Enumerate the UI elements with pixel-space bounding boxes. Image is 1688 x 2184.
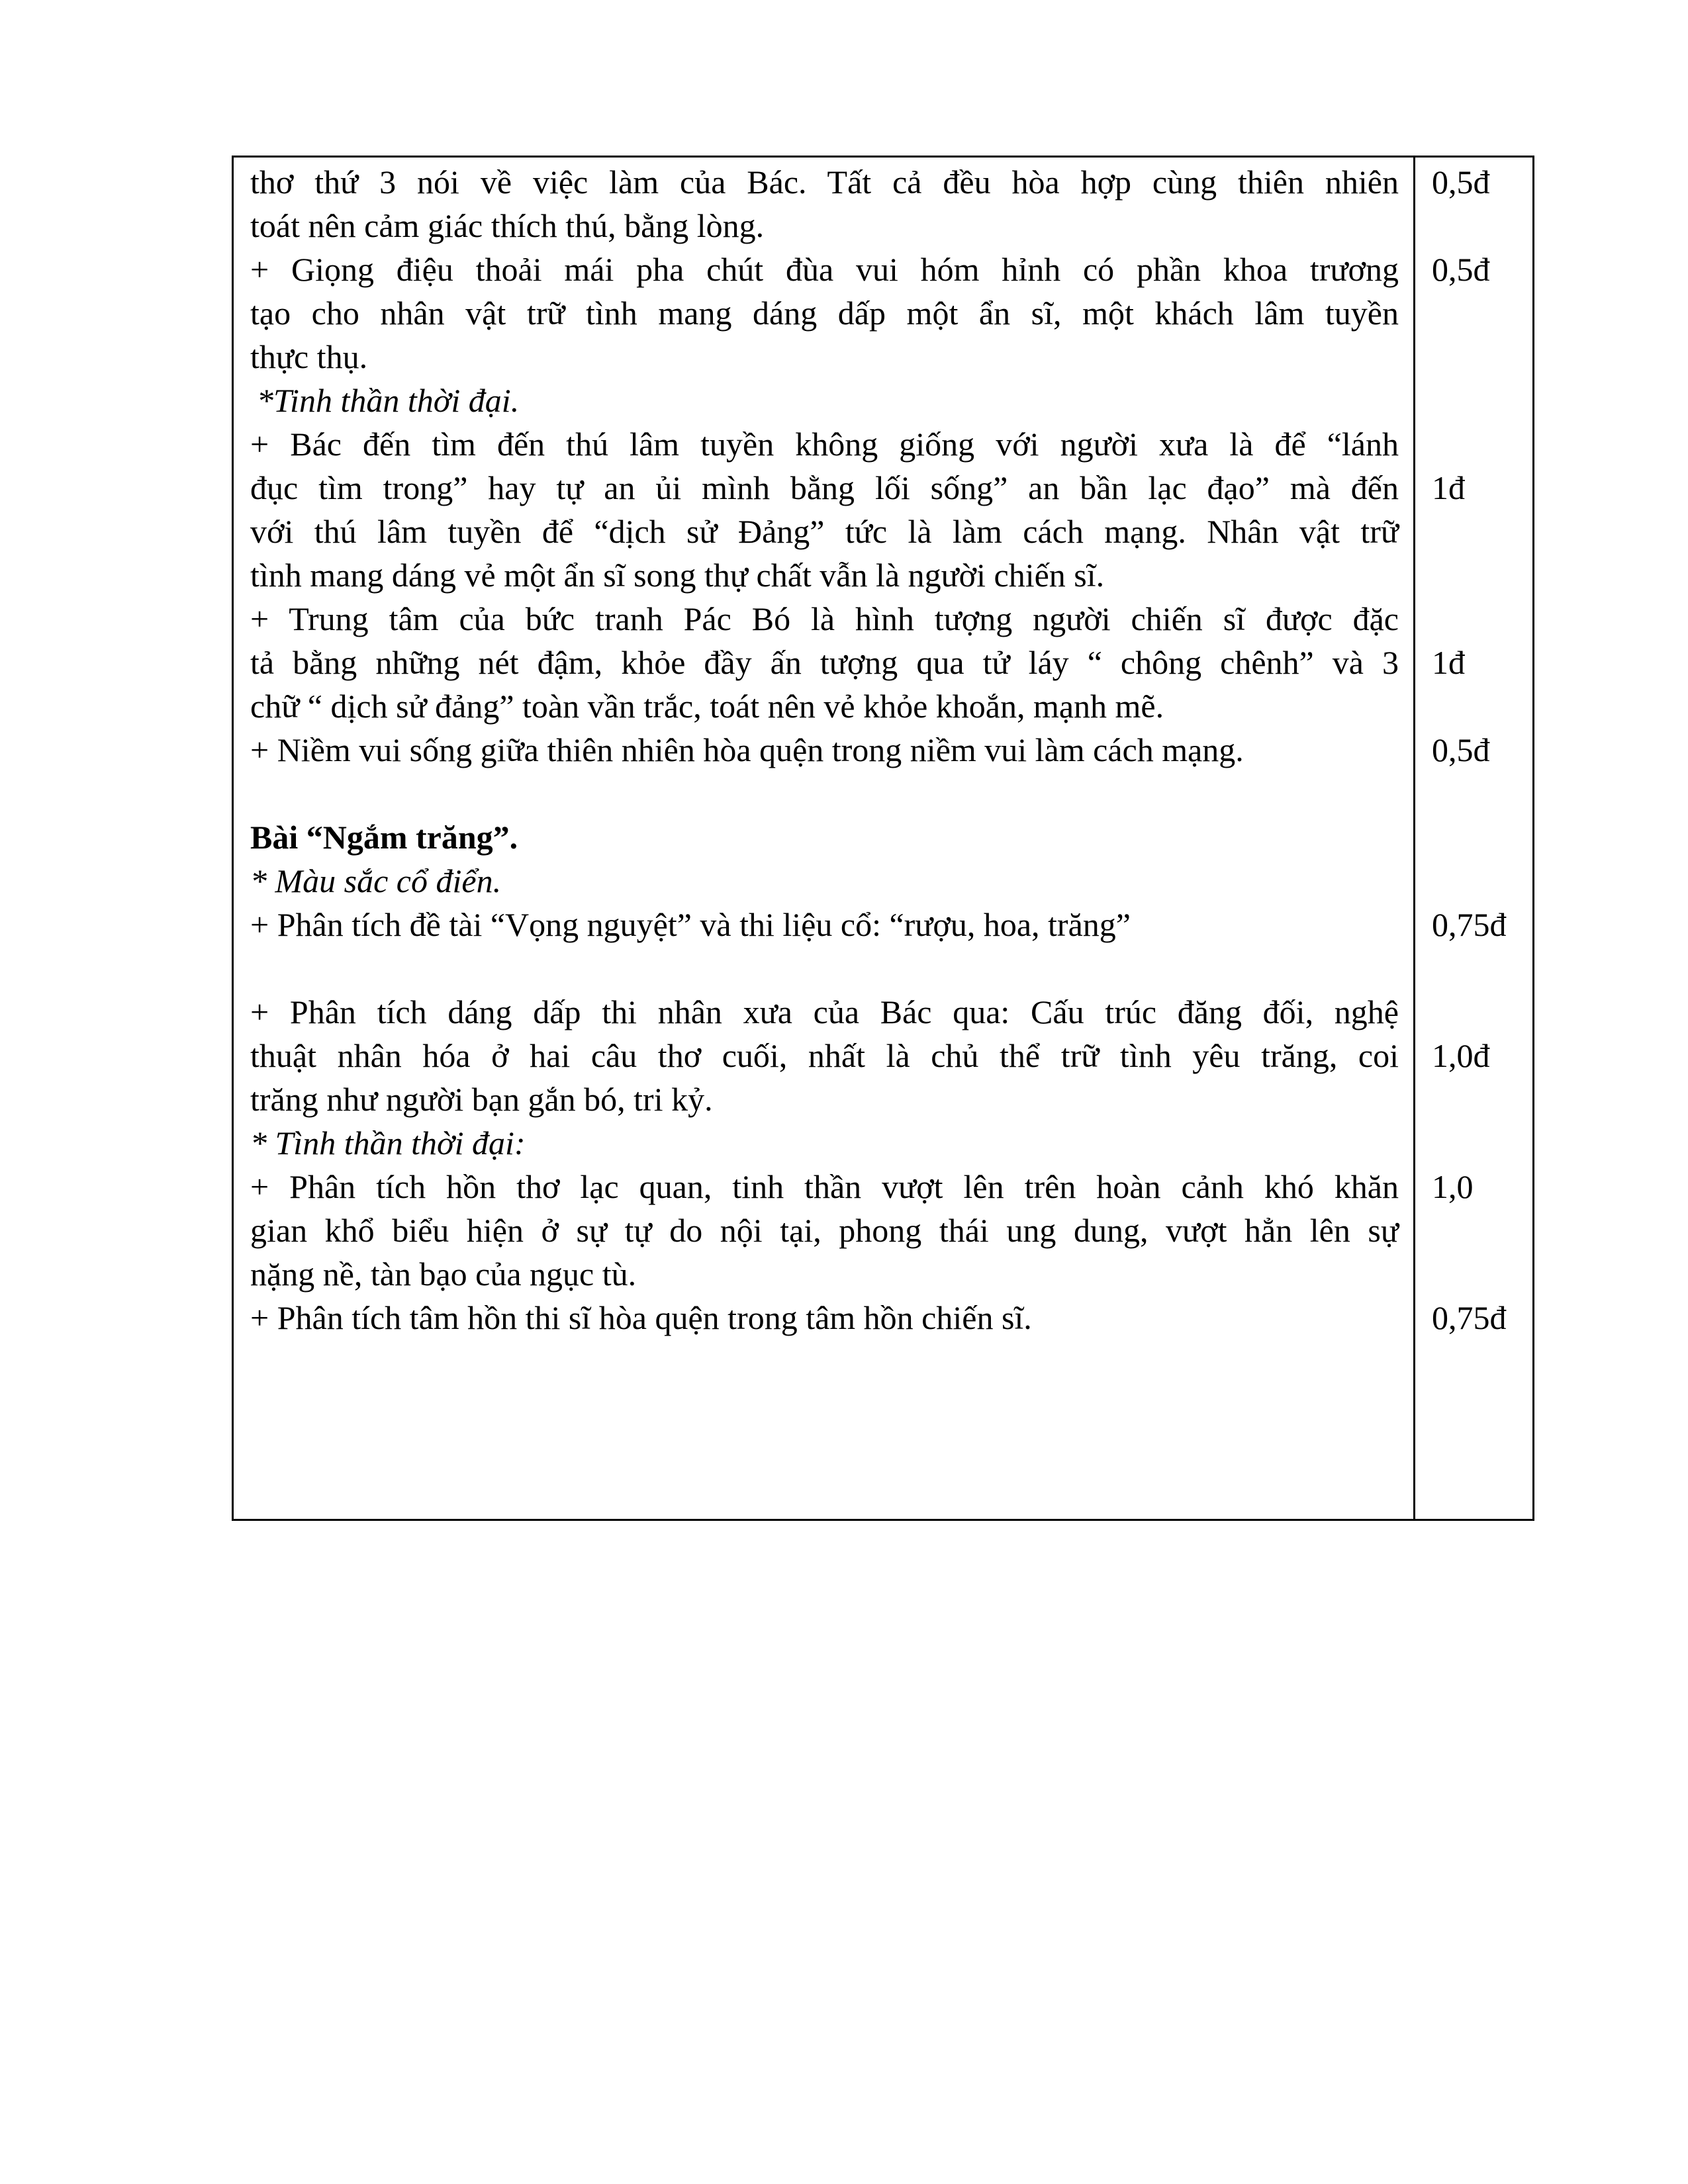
text-line: + Phân tích tâm hồn thi sĩ hòa quện trong tâm hồn chiến sĩ. — [250, 1299, 1032, 1336]
text-line: gian khổ biểu hiện ở sự tự do nội tại, phong thái ung dung, vượt hẳn lên sự — [250, 1212, 1399, 1249]
score-value: 0,75đ — [1432, 1299, 1507, 1336]
text-line: thực thụ. — [250, 338, 368, 375]
answer-table — [232, 156, 1534, 1521]
text-line: tạo cho nhân vật trữ tình mang dáng dấp một ẩn sĩ, một khách lâm tuyền — [250, 295, 1399, 332]
text-line: chữ “ dịch sử đảng” toàn vần trắc, toát nên vẻ khỏe khoắn, mạnh mẽ. — [250, 688, 1164, 725]
score-value: 1,0đ — [1432, 1037, 1490, 1074]
text-line: + Phân tích đề tài “Vọng nguyệt” và thi liệu cổ: “rượu, hoa, trăng” — [250, 906, 1131, 943]
text-line: tả bằng những nét đậm, khỏe đầy ấn tượng qua tử láy “ chông chênh” và 3 — [250, 644, 1399, 681]
text-line: toát nên cảm giác thích thú, bằng lòng. — [250, 207, 765, 244]
text-line: + Bác đến tìm đến thú lâm tuyền không giống với người xưa là để “lánh — [250, 426, 1399, 463]
score-value: 0,5đ — [1432, 163, 1490, 201]
section-heading: * Tình thần thời đại: — [250, 1124, 526, 1161]
poem-title: Bài “Ngắm trăng”. — [250, 819, 518, 856]
text-line: + Giọng điệu thoải mái pha chút đùa vui hóm hỉnh có phần khoa trương — [250, 251, 1399, 288]
score-value: 0,5đ — [1432, 251, 1490, 288]
text-line: đục tìm trong” hay tự an ủi mình bằng lối sống” an bần lạc đạo” mà đến — [250, 469, 1399, 506]
text-line: + Phân tích dáng dấp thi nhân xưa của Bác qua: Cấu trúc đăng đối, nghệ — [250, 993, 1399, 1030]
score-value: 0,75đ — [1432, 906, 1507, 943]
score-value: 1,0 — [1432, 1168, 1474, 1205]
score-value: 1đ — [1432, 469, 1465, 506]
text-line: nặng nề, tàn bạo của ngục tù. — [250, 1255, 637, 1293]
text-line: trăng như người bạn gắn bó, tri kỷ. — [250, 1081, 713, 1118]
text-line: tình mang dáng vẻ một ẩn sĩ song thự chất vẫn là người chiến sĩ. — [250, 557, 1105, 594]
text-line: với thú lâm tuyền để “dịch sử Đảng” tức là làm cách mạng. Nhân vật trữ — [250, 513, 1399, 550]
column-divider — [1413, 158, 1415, 1519]
score-value: 1đ — [1432, 644, 1465, 681]
text-line: + Niềm vui sống giữa thiên nhiên hòa quện trong niềm vui làm cách mạng. — [250, 731, 1244, 768]
section-heading: *Tinh thần thời đại. — [257, 382, 520, 419]
score-value: 0,5đ — [1432, 731, 1490, 768]
text-line: + Trung tâm của bức tranh Pác Bó là hình tượng người chiến sĩ được đặc — [250, 600, 1399, 637]
text-line: + Phân tích hồn thơ lạc quan, tinh thần vượt lên trên hoàn cảnh khó khăn — [250, 1168, 1399, 1205]
text-line: thơ thứ 3 nói về việc làm của Bác. Tất cả đều hòa hợp cùng thiên nhiên — [250, 163, 1399, 201]
text-line: thuật nhân hóa ở hai câu thơ cuối, nhất là chủ thể trữ tình yêu trăng, coi — [250, 1037, 1399, 1074]
section-heading: * Màu sắc cổ điển. — [250, 862, 502, 899]
